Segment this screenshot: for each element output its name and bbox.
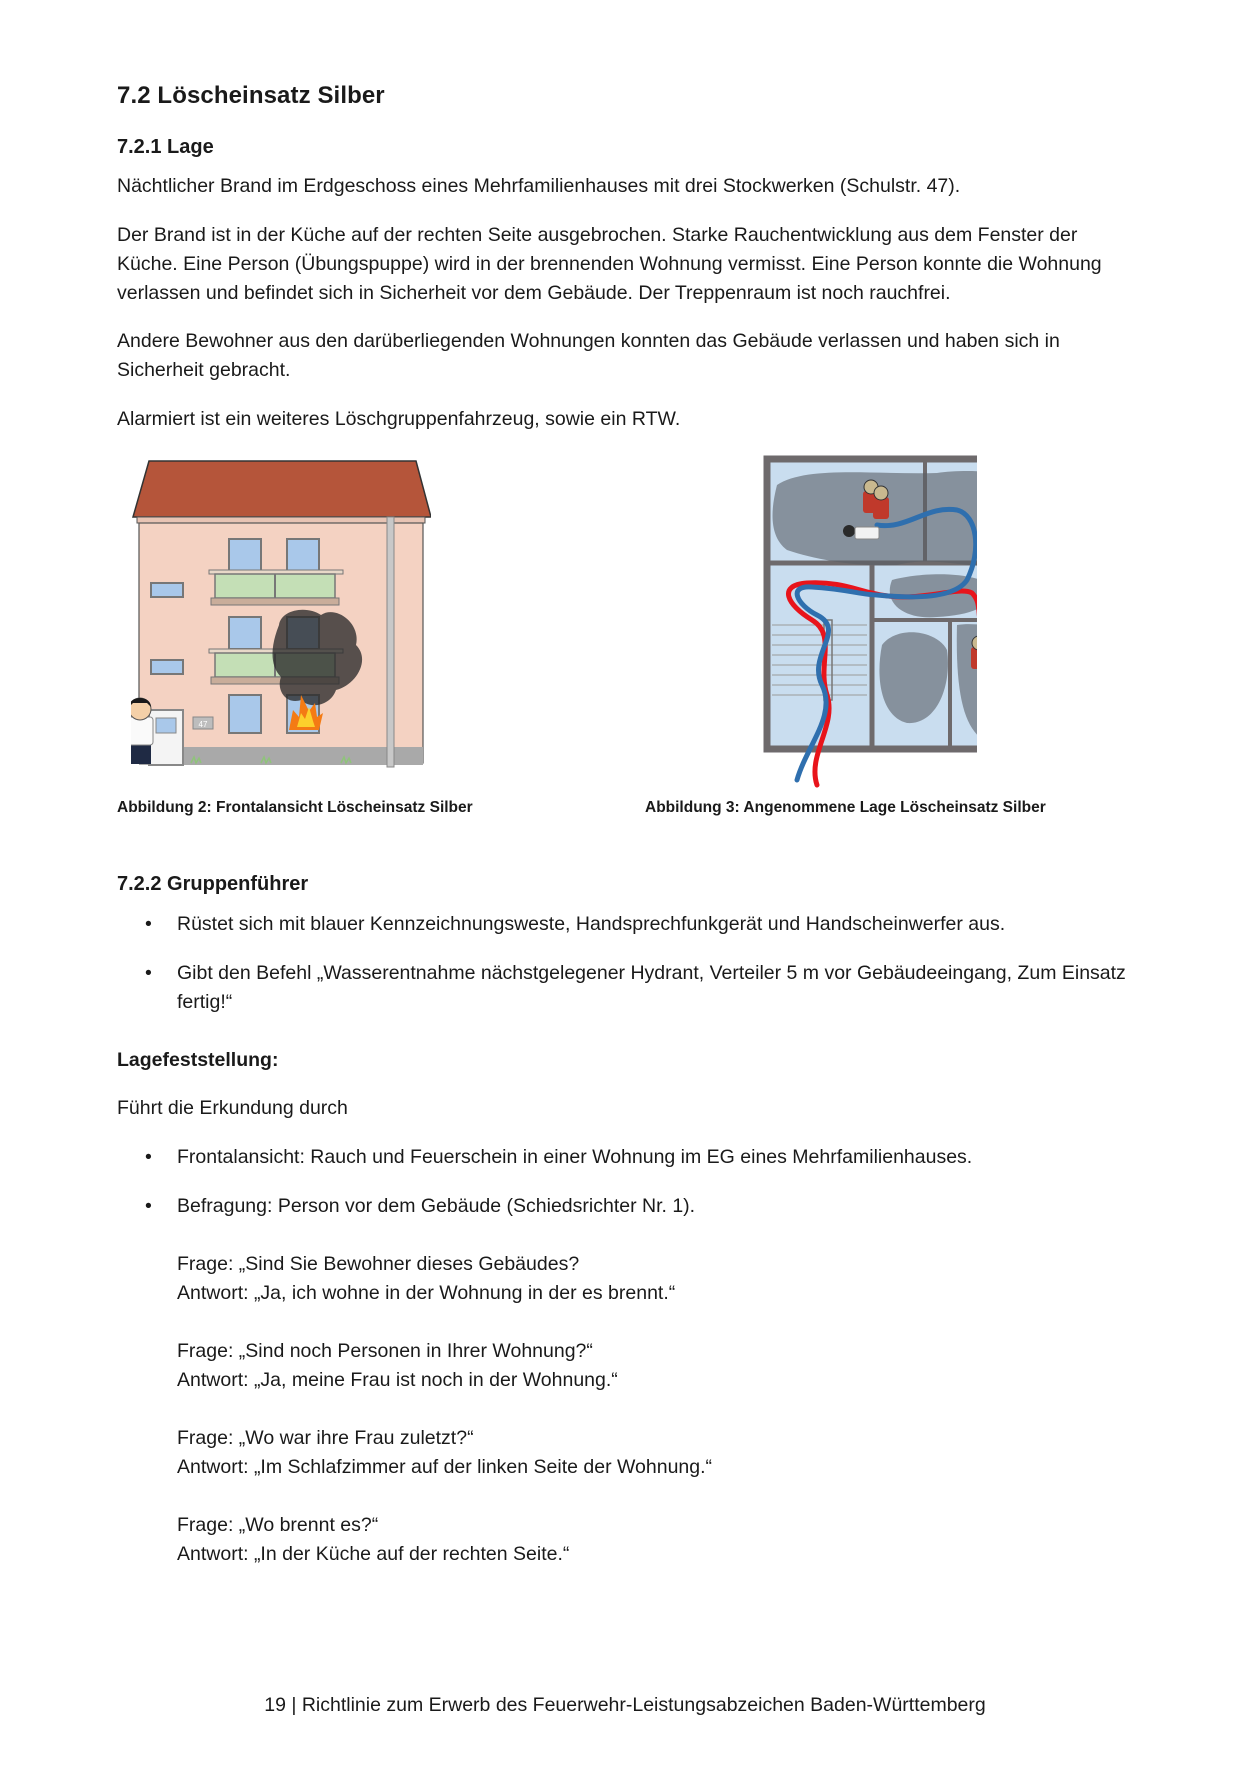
- figure-caption: Abbildung 2: Frontalansicht Löscheinsatz Silber: [117, 799, 473, 816]
- figure-front-view: [131, 455, 431, 785]
- person-icon: [843, 525, 879, 539]
- paragraph: Führt die Erkundung durch: [117, 1097, 348, 1119]
- paragraph: Alarmiert ist ein weiteres Löschgruppenfahrzeug, sowie ein RTW.: [117, 408, 681, 430]
- lagefeststellung-heading: Lagefeststellung:: [117, 1049, 279, 1071]
- answer: Antwort: „Im Schlafzimmer auf der linken Seite der Wohnung.“: [177, 1456, 713, 1478]
- question: Frage: „Wo brennt es?“: [177, 1514, 379, 1536]
- bullet-icon: •: [145, 913, 152, 935]
- qa-block: [177, 1337, 618, 1395]
- bullet-icon: •: [145, 1195, 152, 1217]
- answer: Antwort: „Ja, meine Frau ist noch in der Wohnung.“: [177, 1369, 618, 1391]
- paragraph: Der Brand ist in der Küche auf der rechten Seite ausgebrochen. Starke Rauchentwicklung aus dem Fenster der Küche. Eine Person (Übungspuppe) wird in der brennenden Wohnung vermisst. Eine Person konnte die Wohnung verlassen und befindet sich in Sicherheit vor dem Gebäude. Der Treppenraum ist noch rauchfrei.: [117, 224, 1102, 304]
- floor-plan-illustration: [637, 455, 977, 790]
- question: Frage: „Wo war ihre Frau zuletzt?“: [177, 1427, 474, 1449]
- qa-block: [177, 1250, 675, 1308]
- question: Frage: „Sind noch Personen in Ihrer Wohnung?“: [177, 1340, 593, 1362]
- paragraph: Nächtlicher Brand im Erdgeschoss eines Mehrfamilienhauses mit drei Stockwerken (Schulstr. 47).: [117, 175, 961, 197]
- section-title: 7.2 Löscheinsatz Silber: [117, 82, 385, 109]
- figure-floor-plan: [637, 455, 977, 790]
- bullet-icon: •: [145, 1146, 152, 1168]
- house-front-illustration: [131, 455, 431, 785]
- subsection-heading-gruppenfuehrer: 7.2.2 Gruppenführer: [117, 873, 309, 895]
- qa-block: [177, 1424, 712, 1482]
- subsection-heading-lage: 7.2.1 Lage: [117, 136, 214, 158]
- page-footer: 19 | Richtlinie zum Erwerb des Feuerwehr-Leistungsabzeichen Baden-Württemberg: [264, 1694, 986, 1716]
- question: Frage: „Sind Sie Bewohner dieses Gebäudes?: [177, 1253, 580, 1275]
- answer: Antwort: „Ja, ich wohne in der Wohnung in der es brennt.“: [177, 1282, 676, 1304]
- person-icon: [131, 698, 153, 764]
- house-number-text: 47: [198, 720, 208, 729]
- answer: Antwort: „In der Küche auf der rechten Seite.“: [177, 1543, 570, 1565]
- qa-block: [177, 1511, 569, 1569]
- figure-caption: Abbildung 3: Angenommene Lage Löscheinsatz Silber: [645, 799, 1046, 816]
- paragraph: Andere Bewohner aus den darüberliegenden Wohnungen konnten das Gebäude verlassen und haben sich in Sicherheit gebracht.: [117, 330, 1060, 381]
- bullet-icon: •: [145, 962, 152, 984]
